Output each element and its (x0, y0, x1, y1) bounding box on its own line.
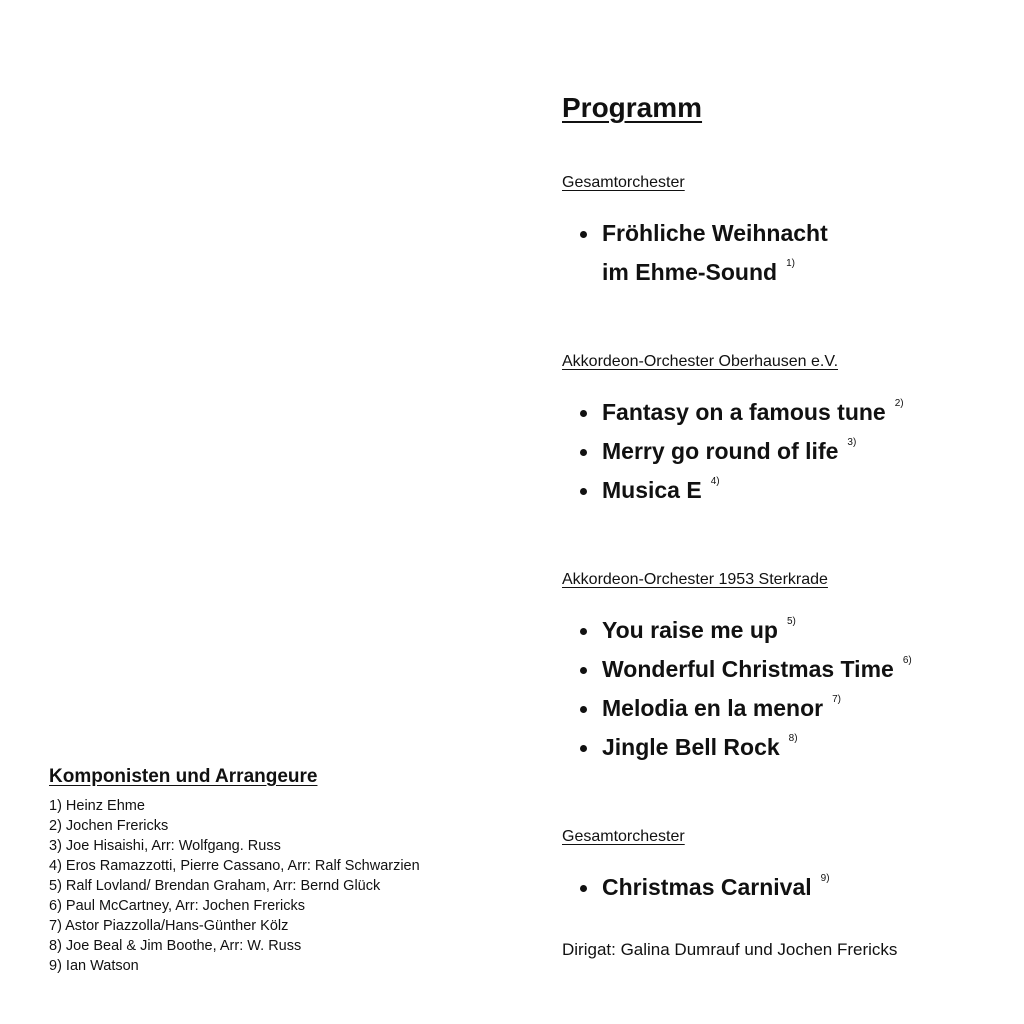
list-item (562, 611, 912, 650)
composers-title: Komponisten und Arrangeure (49, 766, 318, 787)
piece-title: Fantasy on a famous tune (602, 399, 886, 425)
section-label-oberhausen: Akkordeon-Orchester Oberhausen e.V. (562, 353, 839, 370)
piece-title: Melodia en la menor (602, 695, 824, 721)
piece-title: Christmas Carnival (602, 874, 812, 900)
list-item (562, 214, 828, 292)
piece-list-gesamtorchester-2 (562, 868, 830, 907)
composer-item: 1) Heinz Ehme (49, 798, 145, 814)
section-label-sterkrade: Akkordeon-Orchester 1953 Sterkrade (562, 571, 828, 588)
composers-list (49, 796, 420, 976)
piece-list-sterkrade (562, 611, 912, 767)
program-title: Programm (562, 92, 703, 123)
list-item (562, 650, 912, 689)
footnote-ref: 7) (832, 694, 842, 705)
composer-item: 4) Eros Ramazzotti, Pierre Cassano, Arr: Ralf Schwarzien (49, 858, 420, 874)
list-item (562, 393, 904, 432)
piece-title: Musica E (602, 477, 702, 503)
footnote-ref: 5) (786, 616, 796, 627)
list-item (562, 471, 904, 510)
composer-item: 3) Joe Hisaishi, Arr: Wolfgang. Russ (49, 838, 281, 854)
footnote-ref: 8) (788, 733, 798, 744)
list-item (562, 728, 912, 767)
footnote-ref: 4) (710, 476, 720, 487)
conductor-credit: Dirigat: Galina Dumrauf und Jochen Frericks (562, 940, 898, 959)
footnote-ref: 9) (820, 873, 830, 884)
list-item (562, 432, 904, 471)
composer-item: 9) Ian Watson (49, 958, 139, 974)
list-item (562, 868, 830, 907)
piece-list-oberhausen (562, 393, 904, 510)
piece-title-line: Fröhliche Weihnacht (602, 220, 828, 246)
piece-title: Jingle Bell Rock (602, 734, 780, 760)
piece-title-line: im Ehme-Sound (602, 259, 778, 285)
footnote-ref: 6) (902, 655, 912, 666)
footnote-ref: 2) (894, 398, 904, 409)
composer-item: 8) Joe Beal & Jim Boothe, Arr: W. Russ (49, 938, 302, 954)
piece-title: You raise me up (602, 617, 778, 643)
composer-item: 7) Astor Piazzolla/Hans-Günther Kölz (49, 918, 289, 934)
footnote-ref: 3) (847, 437, 857, 448)
composer-item: 2) Jochen Frericks (49, 818, 169, 834)
section-label-gesamtorchester-1: Gesamtorchester (562, 174, 685, 191)
piece-title: Merry go round of life (602, 438, 839, 464)
section-label-gesamtorchester-2: Gesamtorchester (562, 828, 685, 845)
composer-item: 5) Ralf Lovland/ Brendan Graham, Arr: Bernd Glück (49, 878, 381, 894)
piece-list-gesamtorchester-1 (562, 214, 828, 292)
piece-title: Wonderful Christmas Time (602, 656, 894, 682)
footnote-ref: 1) (786, 258, 795, 269)
composer-item: 6) Paul McCartney, Arr: Jochen Frericks (49, 898, 305, 914)
list-item (562, 689, 912, 728)
